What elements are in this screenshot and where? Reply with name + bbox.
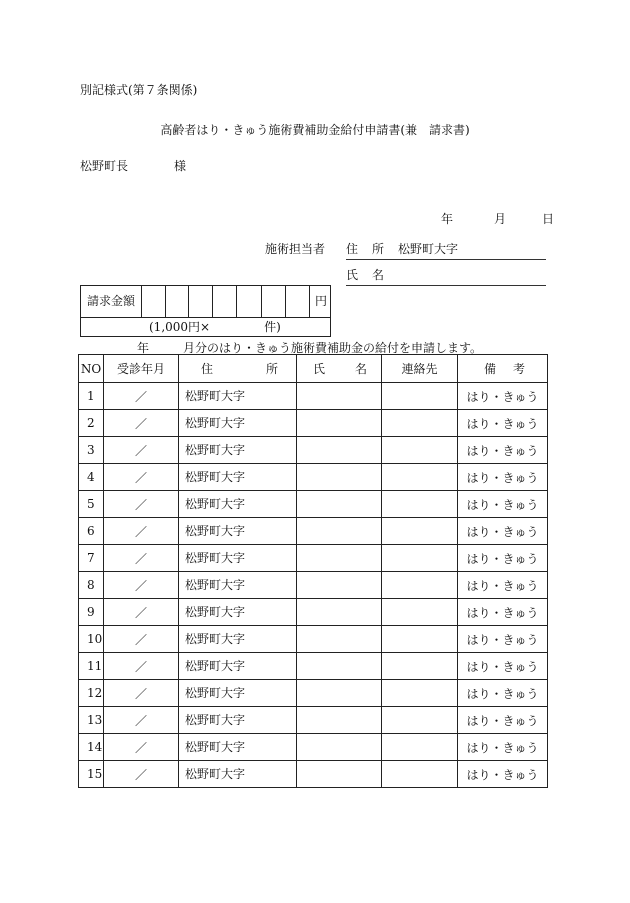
digit-cell[interactable] [286, 286, 310, 317]
name-label-1: 氏 [346, 268, 359, 282]
address-cell[interactable]: 松野町大字 [179, 383, 297, 410]
name-cell[interactable] [297, 383, 382, 410]
table-row [79, 464, 548, 491]
table-row [79, 545, 548, 572]
contact-cell[interactable] [382, 410, 458, 437]
table-row [79, 572, 548, 599]
address-value: 松野町大字 [398, 242, 459, 256]
address-cell[interactable]: 松野町大字 [179, 545, 297, 572]
header-note-1: 備 [484, 362, 497, 376]
note-cell: はり・きゅう [458, 680, 548, 707]
header-visit-month: 受診年月 [104, 355, 179, 383]
visit-month-cell[interactable]: ／ [104, 572, 179, 599]
row-no-cell: 9 [79, 599, 104, 626]
note-cell: はり・きゅう [458, 599, 548, 626]
visit-month-cell[interactable]: ／ [104, 680, 179, 707]
table-header-row [79, 355, 548, 383]
row-no-cell: 5 [79, 491, 104, 518]
visit-month-cell[interactable]: ／ [104, 491, 179, 518]
row-no-cell: 7 [79, 545, 104, 572]
row-no-cell: 2 [79, 410, 104, 437]
header-address [179, 355, 297, 383]
table-row [79, 437, 548, 464]
note-cell: はり・きゅう [458, 518, 548, 545]
address-cell[interactable]: 松野町大字 [179, 734, 297, 761]
name-cell[interactable] [297, 626, 382, 653]
date-day: 日 [542, 212, 555, 226]
contact-cell[interactable] [382, 599, 458, 626]
digit-cell[interactable] [237, 286, 262, 317]
addressee-honorific: 様 [174, 159, 187, 173]
note-cell: はり・きゅう [458, 707, 548, 734]
visit-month-cell[interactable]: ／ [104, 599, 179, 626]
contact-cell[interactable] [382, 707, 458, 734]
row-no-cell: 12 [79, 680, 104, 707]
digit-cell[interactable] [166, 286, 189, 317]
apply-rest: 月分のはり・きゅう施術費補助金の給付を申請します。 [183, 341, 483, 355]
header-note [458, 355, 548, 383]
address-cell[interactable]: 松野町大字 [179, 518, 297, 545]
contact-cell[interactable] [382, 437, 458, 464]
header-no: NO [79, 355, 104, 383]
note-cell: はり・きゅう [458, 464, 548, 491]
address-cell[interactable]: 松野町大字 [179, 491, 297, 518]
name-cell[interactable] [297, 518, 382, 545]
digit-cell[interactable] [142, 286, 166, 317]
note-cell: はり・きゅう [458, 383, 548, 410]
contact-cell[interactable] [382, 383, 458, 410]
applicant-name-field[interactable] [346, 266, 546, 286]
visit-month-cell[interactable]: ／ [104, 545, 179, 572]
header-contact: 連絡先 [382, 355, 458, 383]
note-cell: はり・きゅう [458, 437, 548, 464]
table-row [79, 599, 548, 626]
digit-cell[interactable] [213, 286, 237, 317]
contact-cell[interactable] [382, 572, 458, 599]
form-label: 別記様式(第７条関係) [80, 83, 198, 97]
name-cell[interactable] [297, 437, 382, 464]
contact-cell[interactable] [382, 545, 458, 572]
table-row [79, 518, 548, 545]
name-cell[interactable] [297, 680, 382, 707]
row-no-cell: 4 [79, 464, 104, 491]
table-row [79, 410, 548, 437]
address-cell[interactable]: 松野町大字 [179, 761, 297, 788]
row-no-cell: 15 [79, 761, 104, 788]
address-cell[interactable]: 松野町大字 [179, 707, 297, 734]
visit-month-cell[interactable]: ／ [104, 410, 179, 437]
address-cell[interactable]: 松野町大字 [179, 680, 297, 707]
claim-amount-label: 請求金額 [81, 286, 142, 317]
contact-cell[interactable] [382, 653, 458, 680]
name-cell[interactable] [297, 572, 382, 599]
address-cell[interactable]: 松野町大字 [179, 464, 297, 491]
name-cell[interactable] [297, 734, 382, 761]
records-table [78, 354, 548, 788]
row-no-cell: 1 [79, 383, 104, 410]
note-cell: はり・きゅう [458, 761, 548, 788]
name-cell[interactable] [297, 464, 382, 491]
yen-label: 円 [314, 294, 327, 308]
visit-month-cell[interactable]: ／ [104, 383, 179, 410]
note-cell: はり・きゅう [458, 410, 548, 437]
visit-month-cell[interactable]: ／ [104, 707, 179, 734]
name-cell[interactable] [297, 410, 382, 437]
digit-cell[interactable] [262, 286, 286, 317]
address-cell[interactable]: 松野町大字 [179, 626, 297, 653]
contact-cell[interactable] [382, 734, 458, 761]
table-row [79, 491, 548, 518]
name-cell[interactable] [297, 761, 382, 788]
row-no-cell: 8 [79, 572, 104, 599]
address-cell[interactable]: 松野町大字 [179, 653, 297, 680]
contact-cell[interactable] [382, 680, 458, 707]
row-no-cell: 13 [79, 707, 104, 734]
date-year: 年 [441, 212, 454, 226]
header-address-2: 所 [265, 362, 278, 376]
header-name-1: 氏 [313, 362, 326, 376]
header-name-2: 名 [354, 362, 367, 376]
addressee-name: 松野町長 [80, 159, 129, 173]
date-line [441, 210, 554, 227]
address-label-2: 所 [372, 242, 385, 256]
apply-year: 年 [137, 341, 150, 355]
note-cell: はり・きゅう [458, 626, 548, 653]
name-cell[interactable] [297, 653, 382, 680]
row-no-cell: 11 [79, 653, 104, 680]
visit-month-cell[interactable]: ／ [104, 626, 179, 653]
contact-cell[interactable] [382, 518, 458, 545]
visit-month-cell[interactable]: ／ [104, 761, 179, 788]
claim-unit-text: (1,000円× [149, 320, 211, 334]
name-cell[interactable] [297, 491, 382, 518]
visit-month-cell[interactable]: ／ [104, 464, 179, 491]
table-row [79, 626, 548, 653]
table-row [79, 680, 548, 707]
claim-calculation [81, 318, 330, 337]
visit-month-cell[interactable]: ／ [104, 437, 179, 464]
addressee-line [80, 157, 186, 174]
note-cell: はり・きゅう [458, 491, 548, 518]
row-no-cell: 10 [79, 626, 104, 653]
contact-cell[interactable] [382, 491, 458, 518]
header-name [297, 355, 382, 383]
header-address-1: 住 [201, 362, 214, 376]
table-row [79, 734, 548, 761]
table-row [79, 761, 548, 788]
contact-cell[interactable] [382, 626, 458, 653]
row-no-cell: 6 [79, 518, 104, 545]
row-no-cell: 14 [79, 734, 104, 761]
address-cell[interactable]: 松野町大字 [179, 437, 297, 464]
document-title: 高齢者はり・きゅう施術費補助金給付申請書(兼 請求書) [160, 123, 470, 137]
address-cell[interactable]: 松野町大字 [179, 599, 297, 626]
row-no-cell: 3 [79, 437, 104, 464]
header-note-2: 考 [512, 362, 525, 376]
name-label-2: 名 [372, 268, 385, 282]
note-cell: はり・きゅう [458, 734, 548, 761]
note-cell: はり・きゅう [458, 545, 548, 572]
date-month: 月 [494, 212, 507, 226]
contact-cell[interactable] [382, 464, 458, 491]
claim-amount-row [81, 286, 330, 318]
note-cell: はり・きゅう [458, 653, 548, 680]
operator-label: 施術担当者 [265, 242, 326, 256]
applicant-address-field[interactable] [346, 240, 546, 260]
claim-count-text: 件) [264, 320, 281, 334]
address-cell[interactable]: 松野町大字 [179, 572, 297, 599]
table-row [79, 653, 548, 680]
table-row [79, 383, 548, 410]
note-cell: はり・きゅう [458, 572, 548, 599]
name-cell[interactable] [297, 599, 382, 626]
digit-cell[interactable] [189, 286, 213, 317]
address-cell[interactable]: 松野町大字 [179, 410, 297, 437]
visit-month-cell[interactable]: ／ [104, 653, 179, 680]
table-row [79, 707, 548, 734]
claim-amount-box [80, 285, 331, 337]
visit-month-cell[interactable]: ／ [104, 734, 179, 761]
name-cell[interactable] [297, 545, 382, 572]
contact-cell[interactable] [382, 761, 458, 788]
address-label-1: 住 [346, 242, 359, 256]
visit-month-cell[interactable]: ／ [104, 518, 179, 545]
name-cell[interactable] [297, 707, 382, 734]
